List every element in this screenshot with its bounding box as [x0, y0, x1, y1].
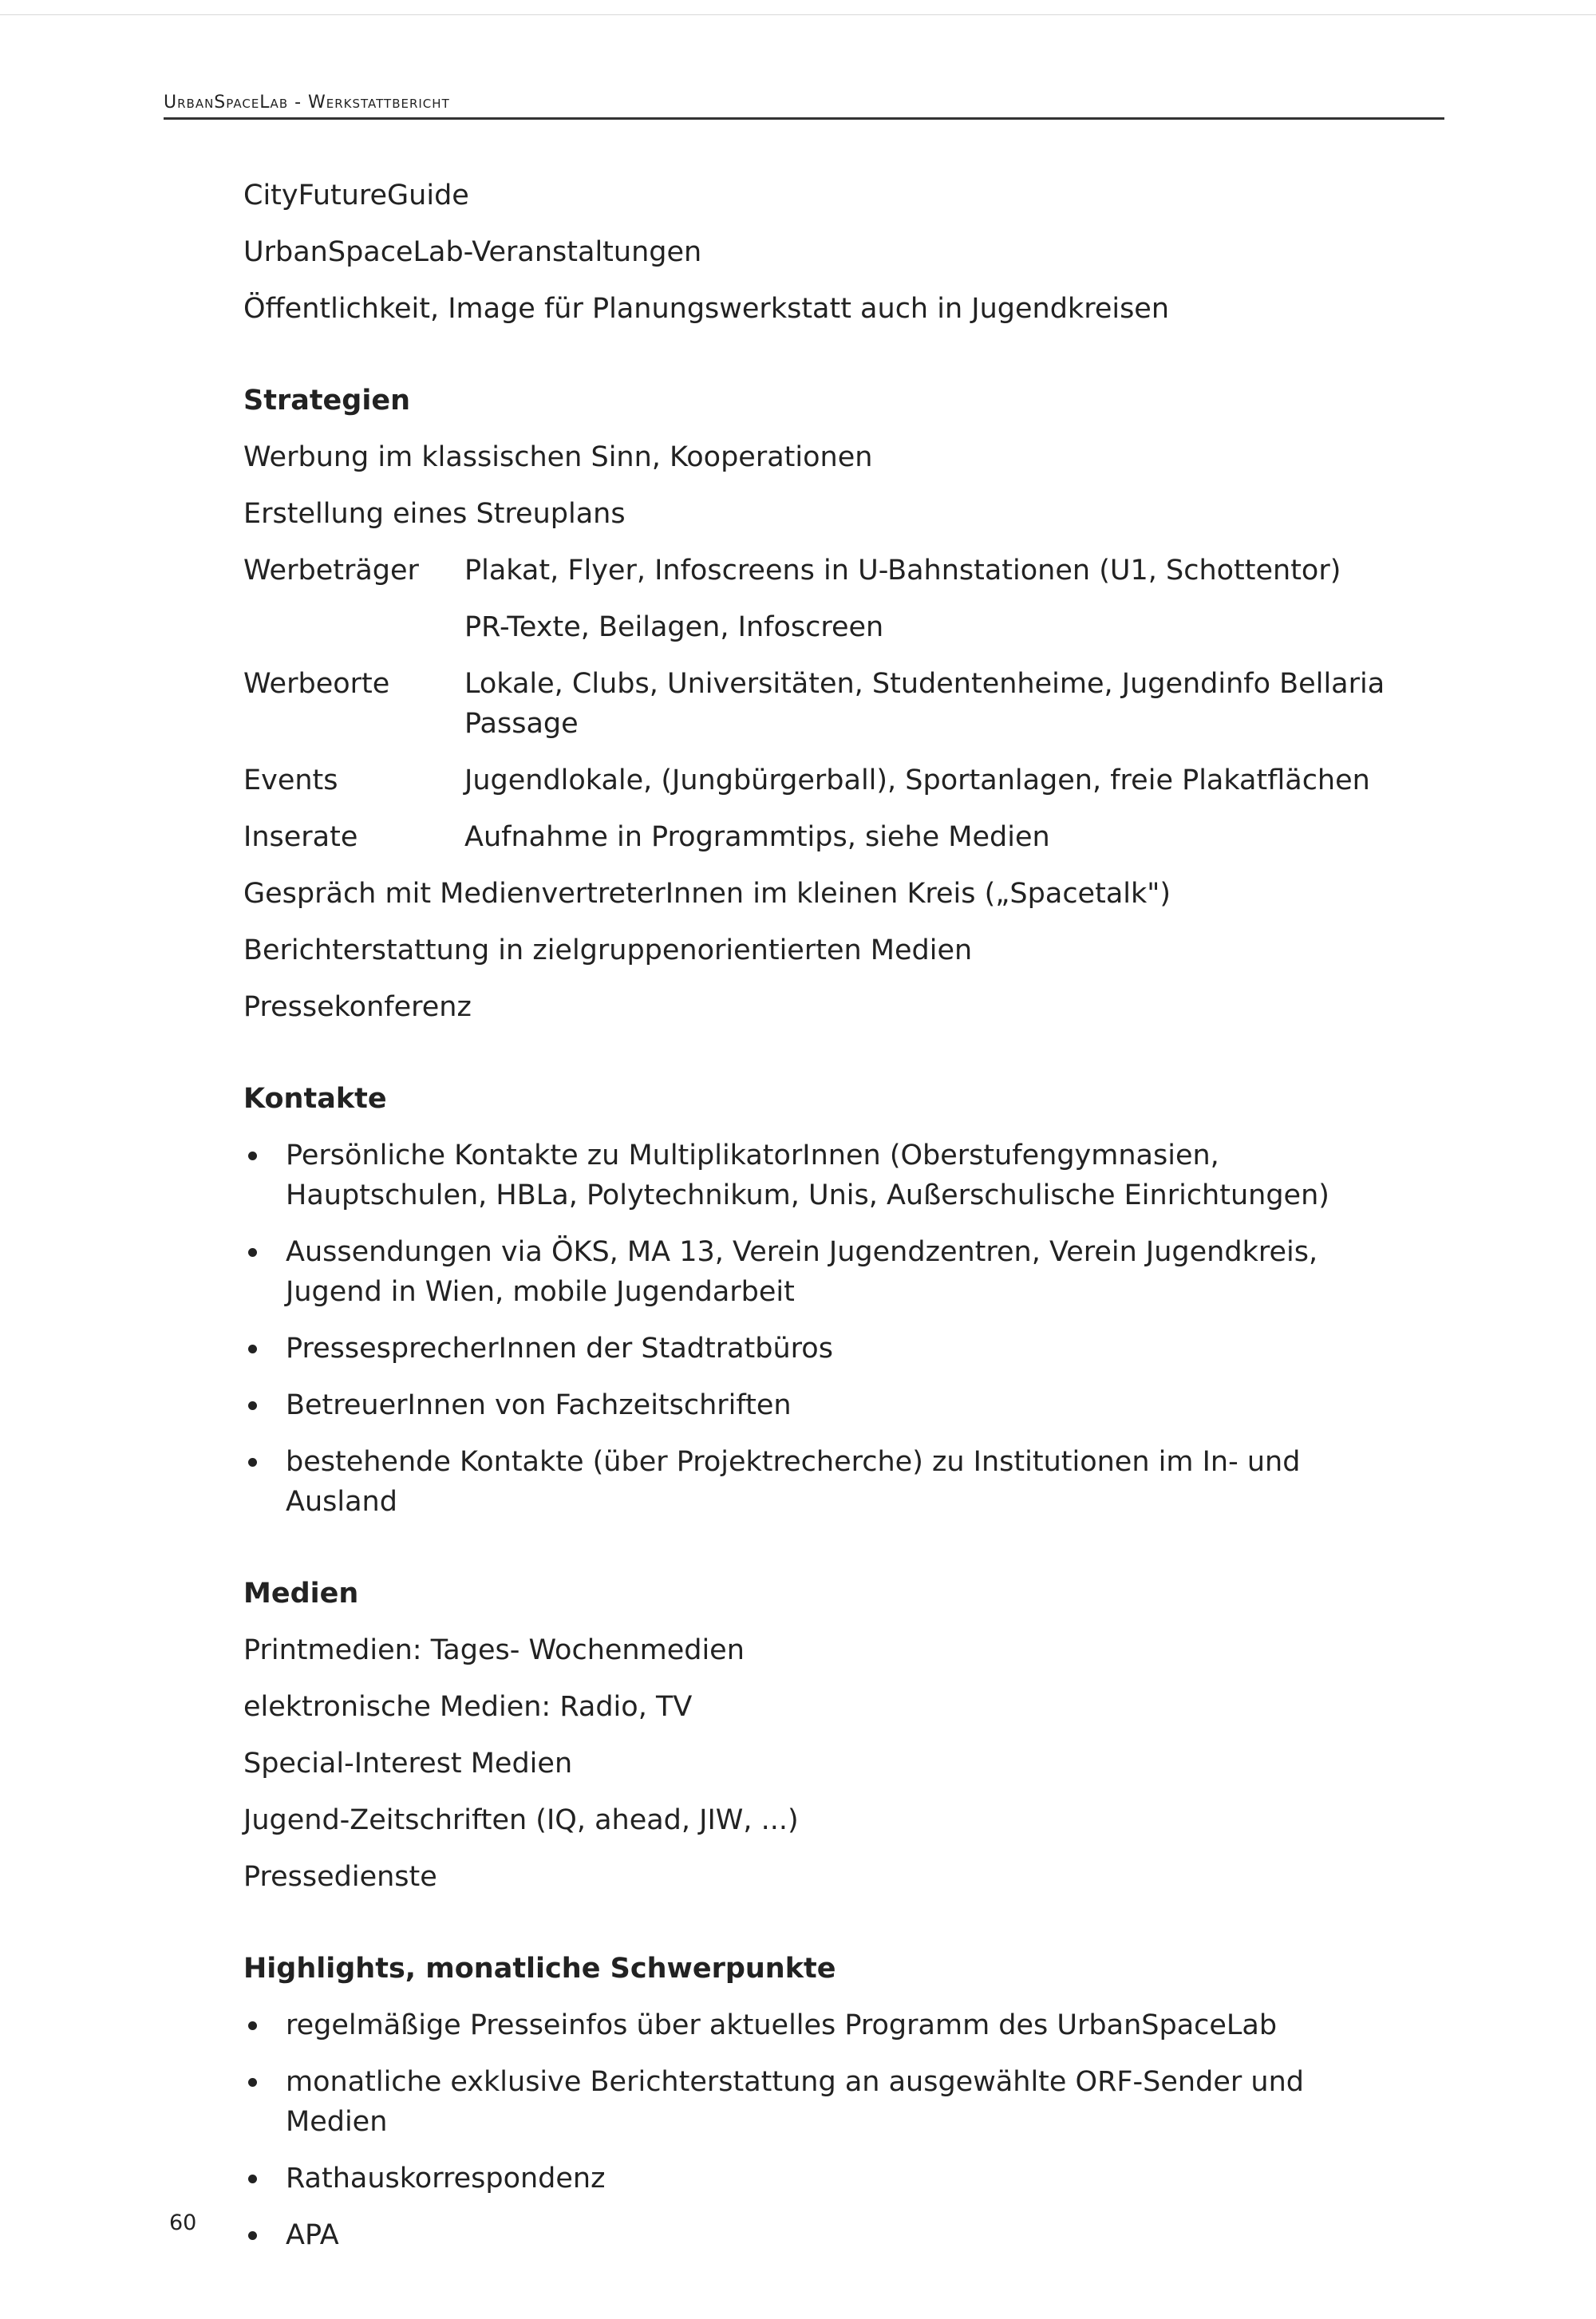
row-value: Lokale, Clubs, Universitäten, Studentenheime, Jugendinfo Bellaria Passage	[464, 668, 1385, 740]
row-value: Jugendlokale, (Jungbürgerball), Sportanlagen, freie Plakatflächen	[464, 764, 1370, 796]
highlights-section	[243, 1949, 1400, 2255]
strategien-line: Gespräch mit MedienvertreterInnen im kleinen Kreis („Spacetalk")	[243, 878, 1171, 910]
strategien-line: Werbung im klassischen Sinn, Kooperationen	[243, 441, 873, 473]
list-item	[243, 2005, 1400, 2045]
table-row	[243, 817, 1400, 857]
list-item	[243, 1442, 1400, 1522]
kontakte-list	[243, 1136, 1400, 1522]
bullet-dot-icon	[248, 1248, 257, 1257]
section-heading-highlights: Highlights, monatliche Schwerpunkte	[243, 1953, 836, 1985]
list-item-text: bestehende Kontakte (über Projektrecherche) zu Institutionen im In- und Ausland	[286, 1446, 1301, 1518]
kontakte-section	[243, 1079, 1400, 1522]
section-heading-kontakte: Kontakte	[243, 1083, 387, 1115]
header-rule	[164, 117, 1444, 120]
bullet-dot-icon	[248, 1458, 257, 1467]
strategien-line: Pressekonferenz	[243, 991, 472, 1023]
bullet-dot-icon	[248, 2175, 257, 2183]
list-item-text: monatliche exklusive Berichterstattung an ausgewählte ORF-Sender und Medien	[286, 2066, 1304, 2138]
medien-line: elektronische Medien: Radio, TV	[243, 1691, 693, 1723]
list-item-text: Rathauskorrespondenz	[286, 2163, 606, 2195]
intro-line: CityFutureGuide	[243, 180, 469, 211]
bullet-dot-icon	[248, 2078, 257, 2087]
running-header: UrbanSpaceLab - Werkstattbericht	[164, 93, 450, 113]
list-item-text: APA	[286, 2219, 339, 2251]
strategien-line: Erstellung eines Streuplans	[243, 498, 626, 530]
bullet-dot-icon	[248, 1345, 257, 1353]
bullet-dot-icon	[248, 2231, 257, 2240]
section-heading-medien: Medien	[243, 1578, 359, 1610]
row-value: Aufnahme in Programmtips, siehe Medien	[464, 821, 1050, 853]
table-row	[243, 760, 1400, 800]
list-item	[243, 1136, 1400, 1215]
list-item-text: Persönliche Kontakte zu MultiplikatorInnen (Oberstufengymnasien, Hauptschulen, HBLa, Polytechnikum, Unis, Außerschulische Einrichtungen)	[286, 1140, 1329, 1211]
medien-line: Printmedien: Tages- Wochenmedien	[243, 1634, 745, 1666]
row-label: Werbeorte	[243, 668, 390, 700]
row-value: PR-Texte, Beilagen, Infoscreen	[464, 611, 884, 643]
scan-edge-line	[0, 14, 1596, 15]
medien-line: Jugend-Zeitschriften (IQ, ahead, JIW, ...)	[243, 1804, 799, 1836]
bullet-dot-icon	[248, 1152, 257, 1160]
list-item-text: BetreuerInnen von Fachzeitschriften	[286, 1389, 792, 1421]
highlights-list	[243, 2005, 1400, 2255]
list-item-text: Aussendungen via ÖKS, MA 13, Verein Jugendzentren, Verein Jugendkreis, Jugend in Wien, mobile Jugendarbeit	[286, 1236, 1318, 1308]
list-item-text: PressesprecherInnen der Stadtratbüros	[286, 1333, 833, 1365]
list-item-text: regelmäßige Presseinfos über aktuelles Programm des UrbanSpaceLab	[286, 2009, 1278, 2041]
intro-section	[243, 176, 1400, 329]
medien-section	[243, 1574, 1400, 1897]
table-row	[243, 607, 1400, 647]
strategien-table	[243, 551, 1400, 857]
list-item	[243, 2062, 1400, 2142]
bullet-dot-icon	[248, 2021, 257, 2030]
row-label	[243, 607, 464, 647]
list-item	[243, 1232, 1400, 1312]
list-item	[243, 2159, 1400, 2199]
page-content	[243, 176, 1400, 2272]
bullet-dot-icon	[248, 1401, 257, 1410]
row-label: Werbeträger	[243, 555, 419, 587]
intro-line: UrbanSpaceLab-Veranstaltungen	[243, 236, 702, 268]
section-heading-strategien: Strategien	[243, 385, 410, 417]
medien-line: Pressedienste	[243, 1861, 437, 1893]
page-number: 60	[169, 2210, 197, 2235]
intro-line: Öffentlichkeit, Image für Planungswerkstatt auch in Jugendkreisen	[243, 293, 1170, 325]
strategien-section	[243, 381, 1400, 1027]
medien-line: Special-Interest Medien	[243, 1748, 573, 1780]
row-label: Inserate	[243, 821, 358, 853]
list-item	[243, 1385, 1400, 1425]
table-row	[243, 551, 1400, 591]
row-value: Plakat, Flyer, Infoscreens in U-Bahnstationen (U1, Schottentor)	[464, 555, 1341, 587]
list-item	[243, 2215, 1400, 2255]
table-row	[243, 664, 1400, 744]
row-label: Events	[243, 764, 338, 796]
strategien-line: Berichterstattung in zielgruppenorientierten Medien	[243, 934, 973, 966]
list-item	[243, 1329, 1400, 1369]
